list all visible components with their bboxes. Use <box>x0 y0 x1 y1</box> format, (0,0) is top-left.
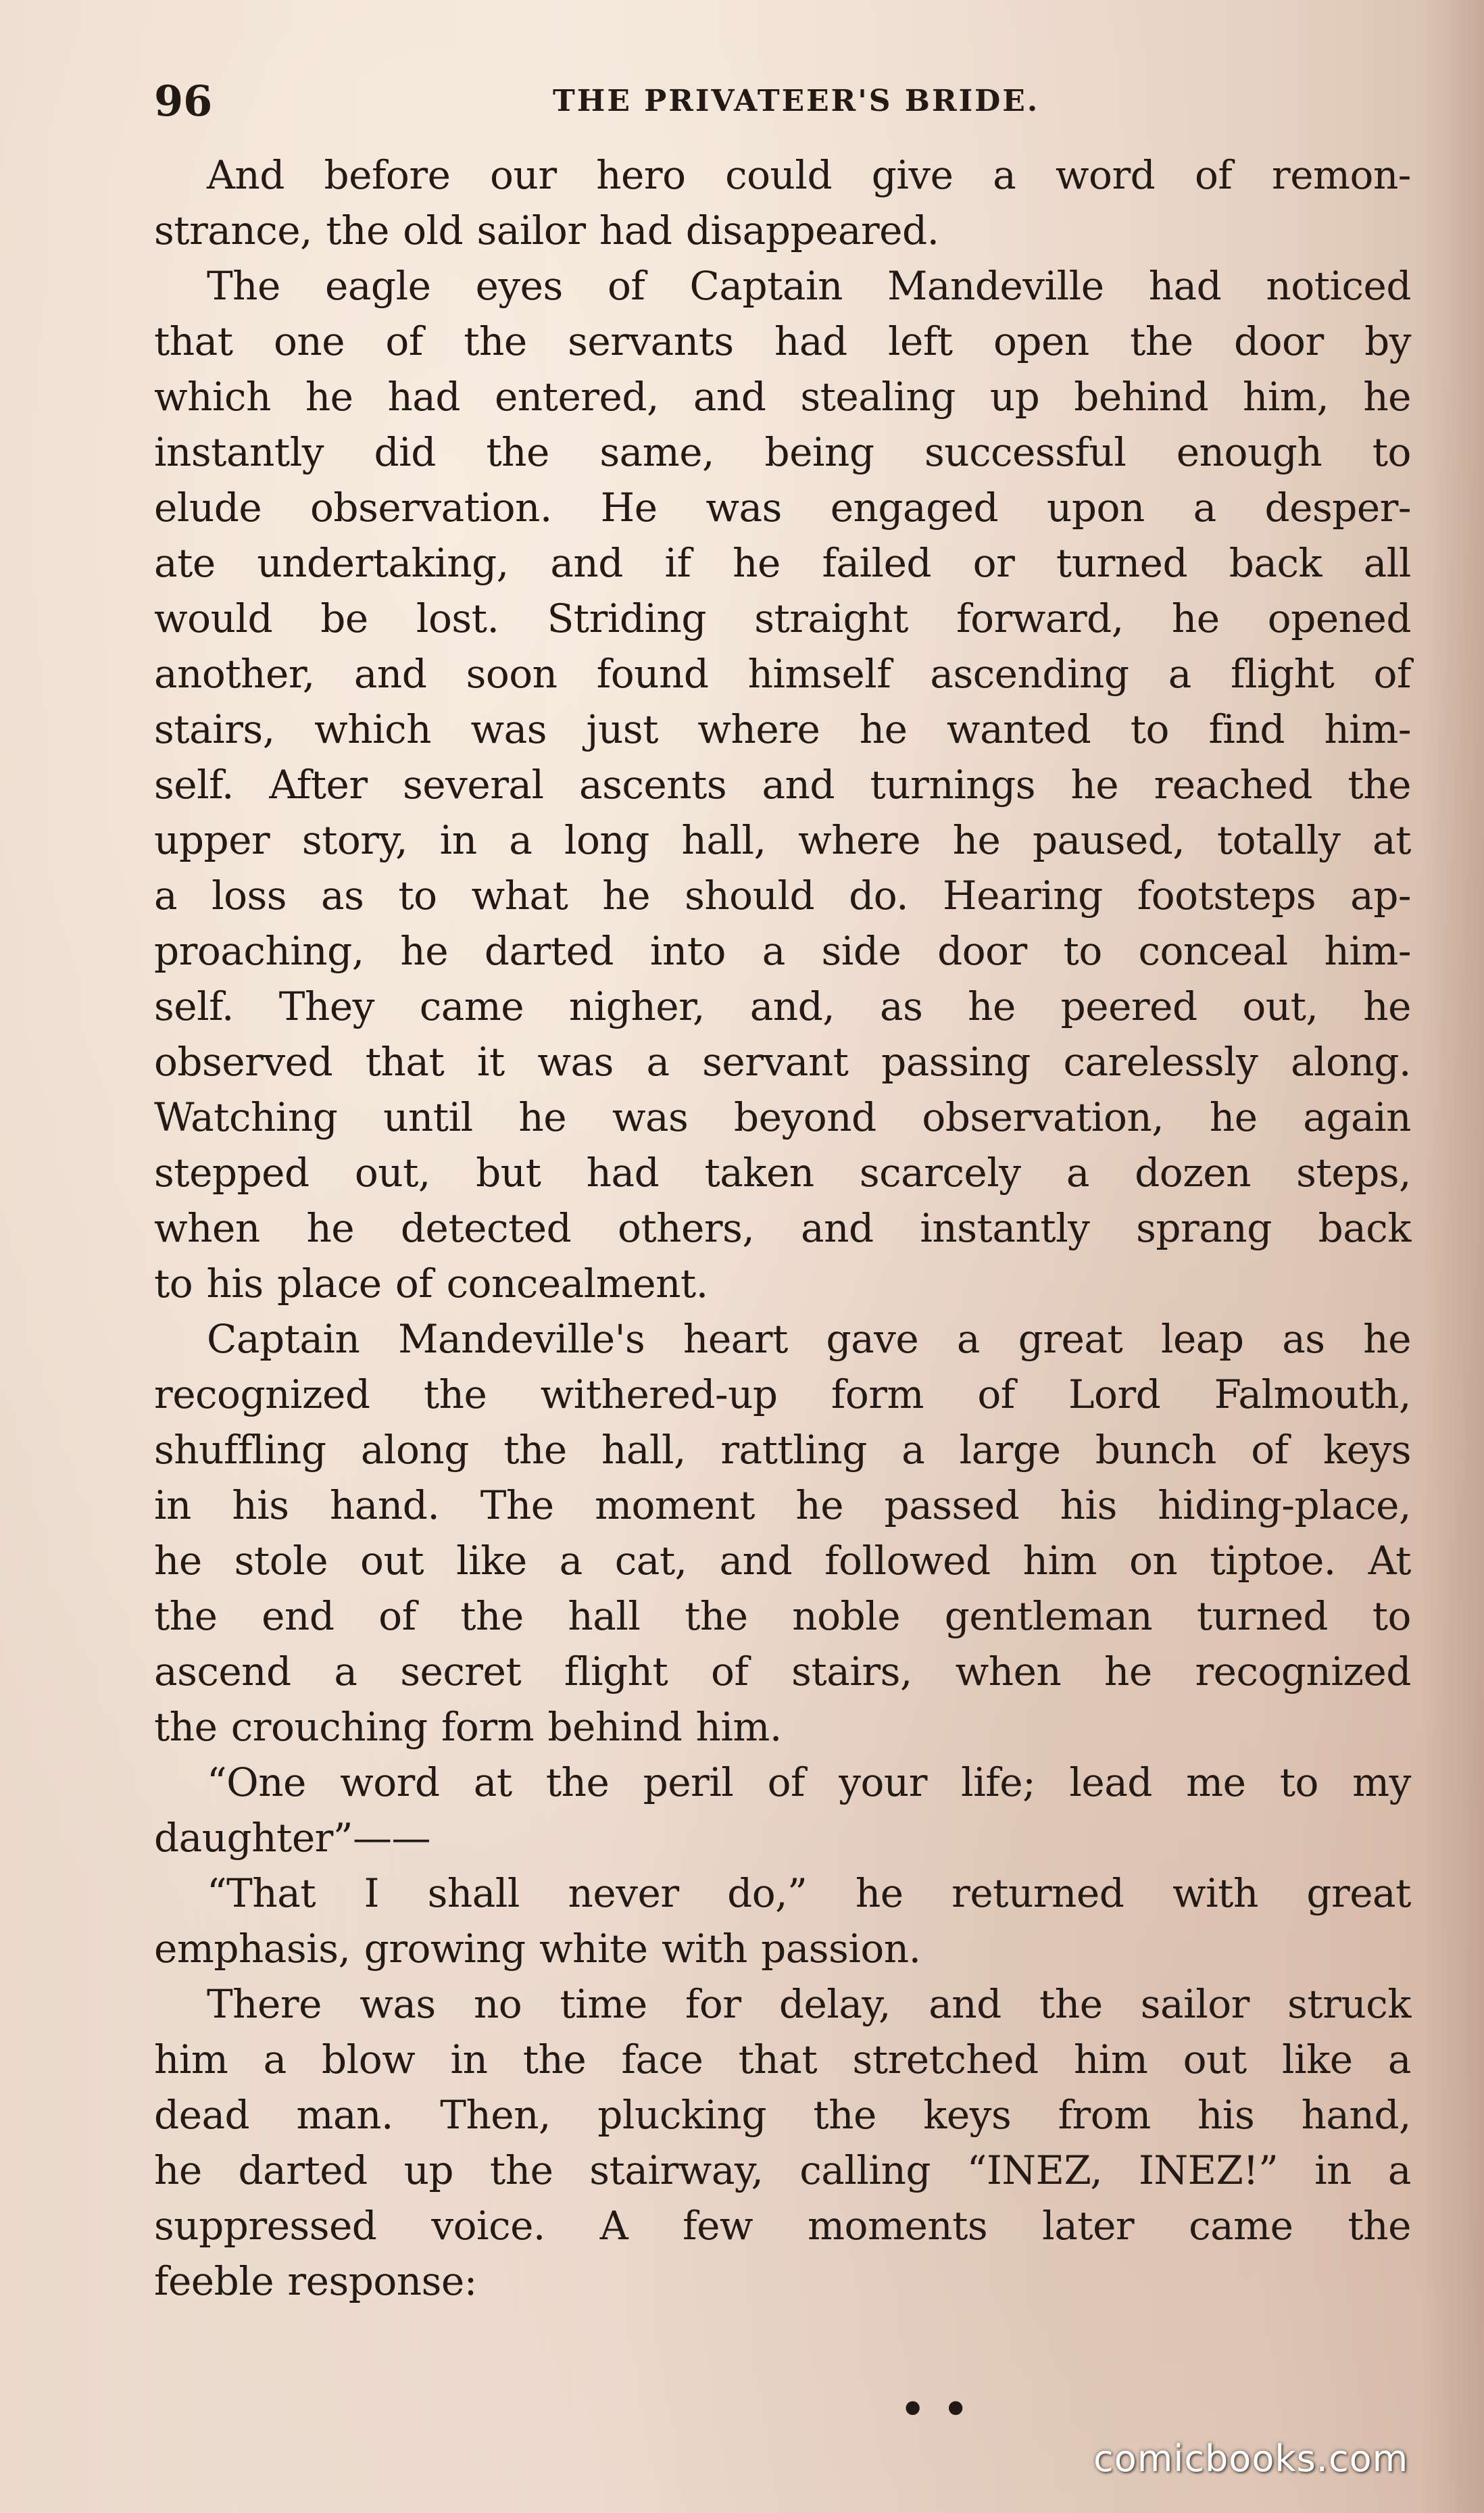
running-head <box>154 71 1411 132</box>
body-text <box>154 147 1411 2309</box>
text-line: would be lost. Striding straight forward, he opened <box>154 595 1411 641</box>
text-line: proaching, he darted into a side door to conceal him- <box>154 928 1411 974</box>
text-line: emphasis, growing white with passion. <box>154 1926 921 1972</box>
text-line: when he detected others, and instantly sprang back <box>154 1205 1411 1251</box>
text-line: upper story, in a long hall, where he paused, totally at <box>154 817 1411 863</box>
text-line: “One word at the peril of your life; lead me to my <box>207 1759 1411 1805</box>
watermark: comicbooks.com <box>1093 2437 1409 2480</box>
text-line: daughter”—— <box>154 1815 431 1861</box>
bottom-dots: • • <box>899 2382 970 2437</box>
text-line: that one of the servants had left open the door by <box>154 318 1411 364</box>
page-number: 96 <box>154 76 213 126</box>
text-line: recognized the withered-up form of Lord Falmouth, <box>154 1371 1411 1417</box>
text-line: another, and soon found himself ascending a flight of <box>154 651 1411 697</box>
text-line: him a blow in the face that stretched him out like a <box>154 2036 1411 2082</box>
text-line: There was no time for delay, and the sailor struck <box>207 1981 1411 2027</box>
text-line: the crouching form behind him. <box>154 1704 782 1750</box>
text-line: observed that it was a servant passing carelessly along. <box>154 1039 1411 1085</box>
text-line: And before our hero could give a word of remon- <box>207 152 1411 198</box>
text-line: to his place of concealment. <box>154 1261 708 1307</box>
text-line: he stole out like a cat, and followed him on tiptoe. At <box>154 1538 1411 1584</box>
text-line: which he had entered, and stealing up behind him, he <box>154 374 1411 420</box>
page-edge-shadow <box>1423 0 1484 2513</box>
text-line: “That I shall never do,” he returned with great <box>207 1870 1411 1916</box>
text-line: The eagle eyes of Captain Mandeville had noticed <box>207 263 1411 309</box>
text-line: shuffling along the hall, rattling a large bunch of keys <box>154 1427 1411 1473</box>
text-line: ate undertaking, and if he failed or turned back all <box>154 540 1411 586</box>
text-line: ascend a secret flight of stairs, when he recognized <box>154 1649 1411 1694</box>
running-title: THE PRIVATEER'S BRIDE. <box>553 84 1040 118</box>
text-line: Captain Mandeville's heart gave a great leap as he <box>207 1316 1411 1362</box>
text-line: he darted up the stairway, calling “INEZ, INEZ!” in a <box>154 2147 1411 2193</box>
text-line: feeble response: <box>154 2258 477 2304</box>
text-line: instantly did the same, being successful enough to <box>154 429 1411 475</box>
text-line: Watching until he was beyond observation, he again <box>154 1094 1411 1140</box>
text-line: a loss as to what he should do. Hearing footsteps ap- <box>154 873 1411 919</box>
text-line: strance, the old sailor had disappeared. <box>154 208 939 253</box>
text-line: the end of the hall the noble gentleman turned to <box>154 1593 1411 1639</box>
text-line: dead man. Then, plucking the keys from his hand, <box>154 2092 1411 2138</box>
text-line: in his hand. The moment he passed his hiding-place, <box>154 1482 1411 1528</box>
text-line: suppressed voice. A few moments later came the <box>154 2203 1411 2249</box>
text-line: self. After several ascents and turnings he reached the <box>154 762 1411 808</box>
text-line: elude observation. He was engaged upon a desper- <box>154 485 1411 531</box>
text-line: stepped out, but had taken scarcely a dozen steps, <box>154 1150 1411 1196</box>
text-line: self. They came nigher, and, as he peered out, he <box>154 983 1411 1029</box>
text-line: stairs, which was just where he wanted to find him- <box>154 706 1411 752</box>
